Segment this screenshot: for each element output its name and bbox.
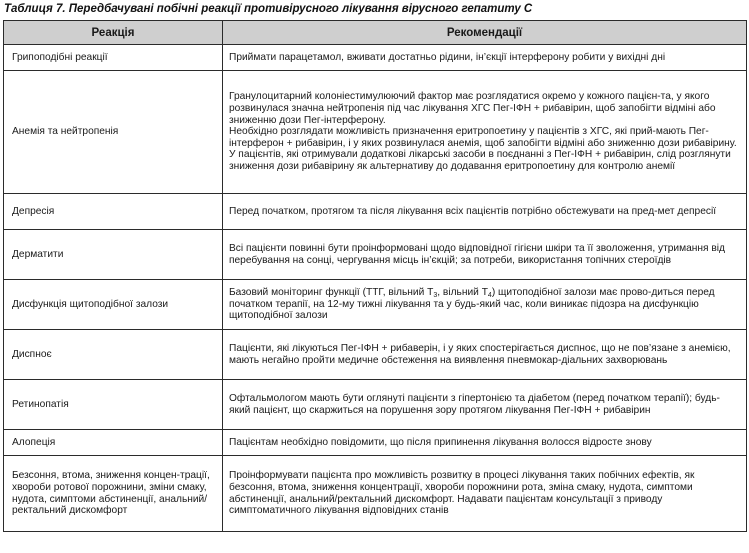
recommendation-text: Пацієнтам необхідно повідомити, що після припинення лікування волосся відросте знову	[229, 436, 652, 448]
recommendation-text: Пацієнти, які лікуються Пег-ІФН + рибаверін, і у яких спостерігається диспноє, що не пов’язане з анемією, мають негайно пройти медичне обстеження на виявлення пневмокар-діальних захворювань	[229, 342, 731, 366]
table-header-row	[4, 21, 747, 45]
reaction-cell: Ретинопатія	[4, 380, 223, 430]
recommendation-cell	[223, 45, 747, 71]
table-row	[4, 71, 747, 194]
recommendation-text: Приймати парацетамол, вживати достатньо рідини, ін’єкції інтерферону робити у вихідні дні	[229, 51, 666, 63]
reaction-cell: Алопеція	[4, 430, 223, 456]
header-reaction: Реакція	[4, 21, 223, 45]
recommendation-text: Гранулоцитарний колоніестимулюючий фактор має розглядатися окремо у кожного пацієн-та, у якого розвинулася значна нейтропенія під час лікування ХГС Пег-ІФН + рибавірин, щоб запобігти відміні або зниженню дози Пег-інтерферону.	[229, 91, 716, 126]
subscript-t4: 4	[487, 292, 492, 300]
table-row	[4, 230, 747, 280]
recommendation-text: Проінформувати пацієнта про можливість розвитку в процесі лікування таких побічних ефектів, як безсоння, втома, зниження концентрації, хвороби порожнини рота, зміна смаку, нудота, симптоми абстиненції, анальний/ректальний дискомфорт. Надавати пацієнтам консультації з приводу симптоматичного лікування відповідних станів	[229, 470, 695, 517]
recommendation-text	[229, 287, 740, 322]
reaction-cell: Безсоння, втома, зниження концен-трації, хвороби ротової порожнини, зміни смаку, нудота, симптоми абстиненції, анальний/ректальний дискомфорт	[4, 456, 223, 532]
subscript-t3: 3	[433, 292, 438, 300]
thyroid-text-after: ) щитоподібної залози має прово-диться перед початком терапії, на 12-му тижні лікування та у будь-який час, коли виникає підозра на дисфункцію щитоподібної залози	[229, 287, 715, 322]
table-row	[4, 380, 747, 430]
recommendation-cell	[223, 71, 747, 194]
recommendation-cell	[223, 330, 747, 380]
table-caption: Таблиця 7. Передбачувані побічні реакції противірусного лікування вірусного гепатиту С	[4, 3, 533, 15]
thyroid-text-middle: , вільний Т	[437, 287, 488, 299]
recommendation-text: Необхідно розглядати можливість призначення еритропоетину у пацієнтів з ХГС, які прий-мають Пег-інтерферон + рибавірин, і у яких розвинулася анемія, щоб запобігти відміні або зниженню дози рибавірину.	[229, 126, 737, 149]
reaction-cell: Грипоподібні реакції	[4, 45, 223, 71]
reaction-cell: Депресія	[4, 194, 223, 230]
table-row	[4, 194, 747, 230]
thyroid-text-before: Базовий моніторинг функції (ТТГ, вільний Т	[229, 287, 434, 299]
recommendation-text: Перед початком, протягом та після лікування всіх пацієнтів потрібно обстежувати на пред-мет депресії	[229, 205, 717, 217]
recommendation-cell	[223, 380, 747, 430]
recommendation-text: Всі пацієнти повинні бути проінформовані щодо відповідної гігієни шкіри та її зволоження, утримання від перебування на сонці, чергування місць ін’єкцій; за потреби, використання топічних стероїдів	[229, 242, 725, 266]
side-effects-table	[3, 20, 747, 532]
table-row	[4, 456, 747, 532]
reaction-cell: Диспноє	[4, 330, 223, 380]
reaction-cell: Дисфункція щитоподібної залози	[4, 280, 223, 330]
reaction-cell: Анемія та нейтропенія	[4, 71, 223, 194]
recommendation-cell	[223, 456, 747, 532]
recommendation-cell	[223, 430, 747, 456]
recommendation-cell	[223, 230, 747, 280]
recommendation-cell	[223, 280, 747, 330]
recommendation-cell	[223, 194, 747, 230]
table-row	[4, 280, 747, 330]
recommendation-text: У пацієнтів, які отримували додаткові лікарські засоби в поєднанні з Пег-ІФН + рибавірин, слід розглянути зниження дози рибавірину як альтернативу до додавання еритропоетину для контролю анемії	[229, 149, 731, 172]
table-row	[4, 45, 747, 71]
recommendation-text: Офтальмологом мають бути оглянуті пацієнти з гіпертонією та діабетом (перед початком терапії); будь-який пацієнт, що скаржиться на порушення зору протягом лікування Пег-ІФН + рибавірин	[229, 392, 720, 416]
table-row	[4, 330, 747, 380]
reaction-cell: Дерматити	[4, 230, 223, 280]
table-row	[4, 430, 747, 456]
header-recommendations: Рекомендації	[223, 21, 747, 45]
